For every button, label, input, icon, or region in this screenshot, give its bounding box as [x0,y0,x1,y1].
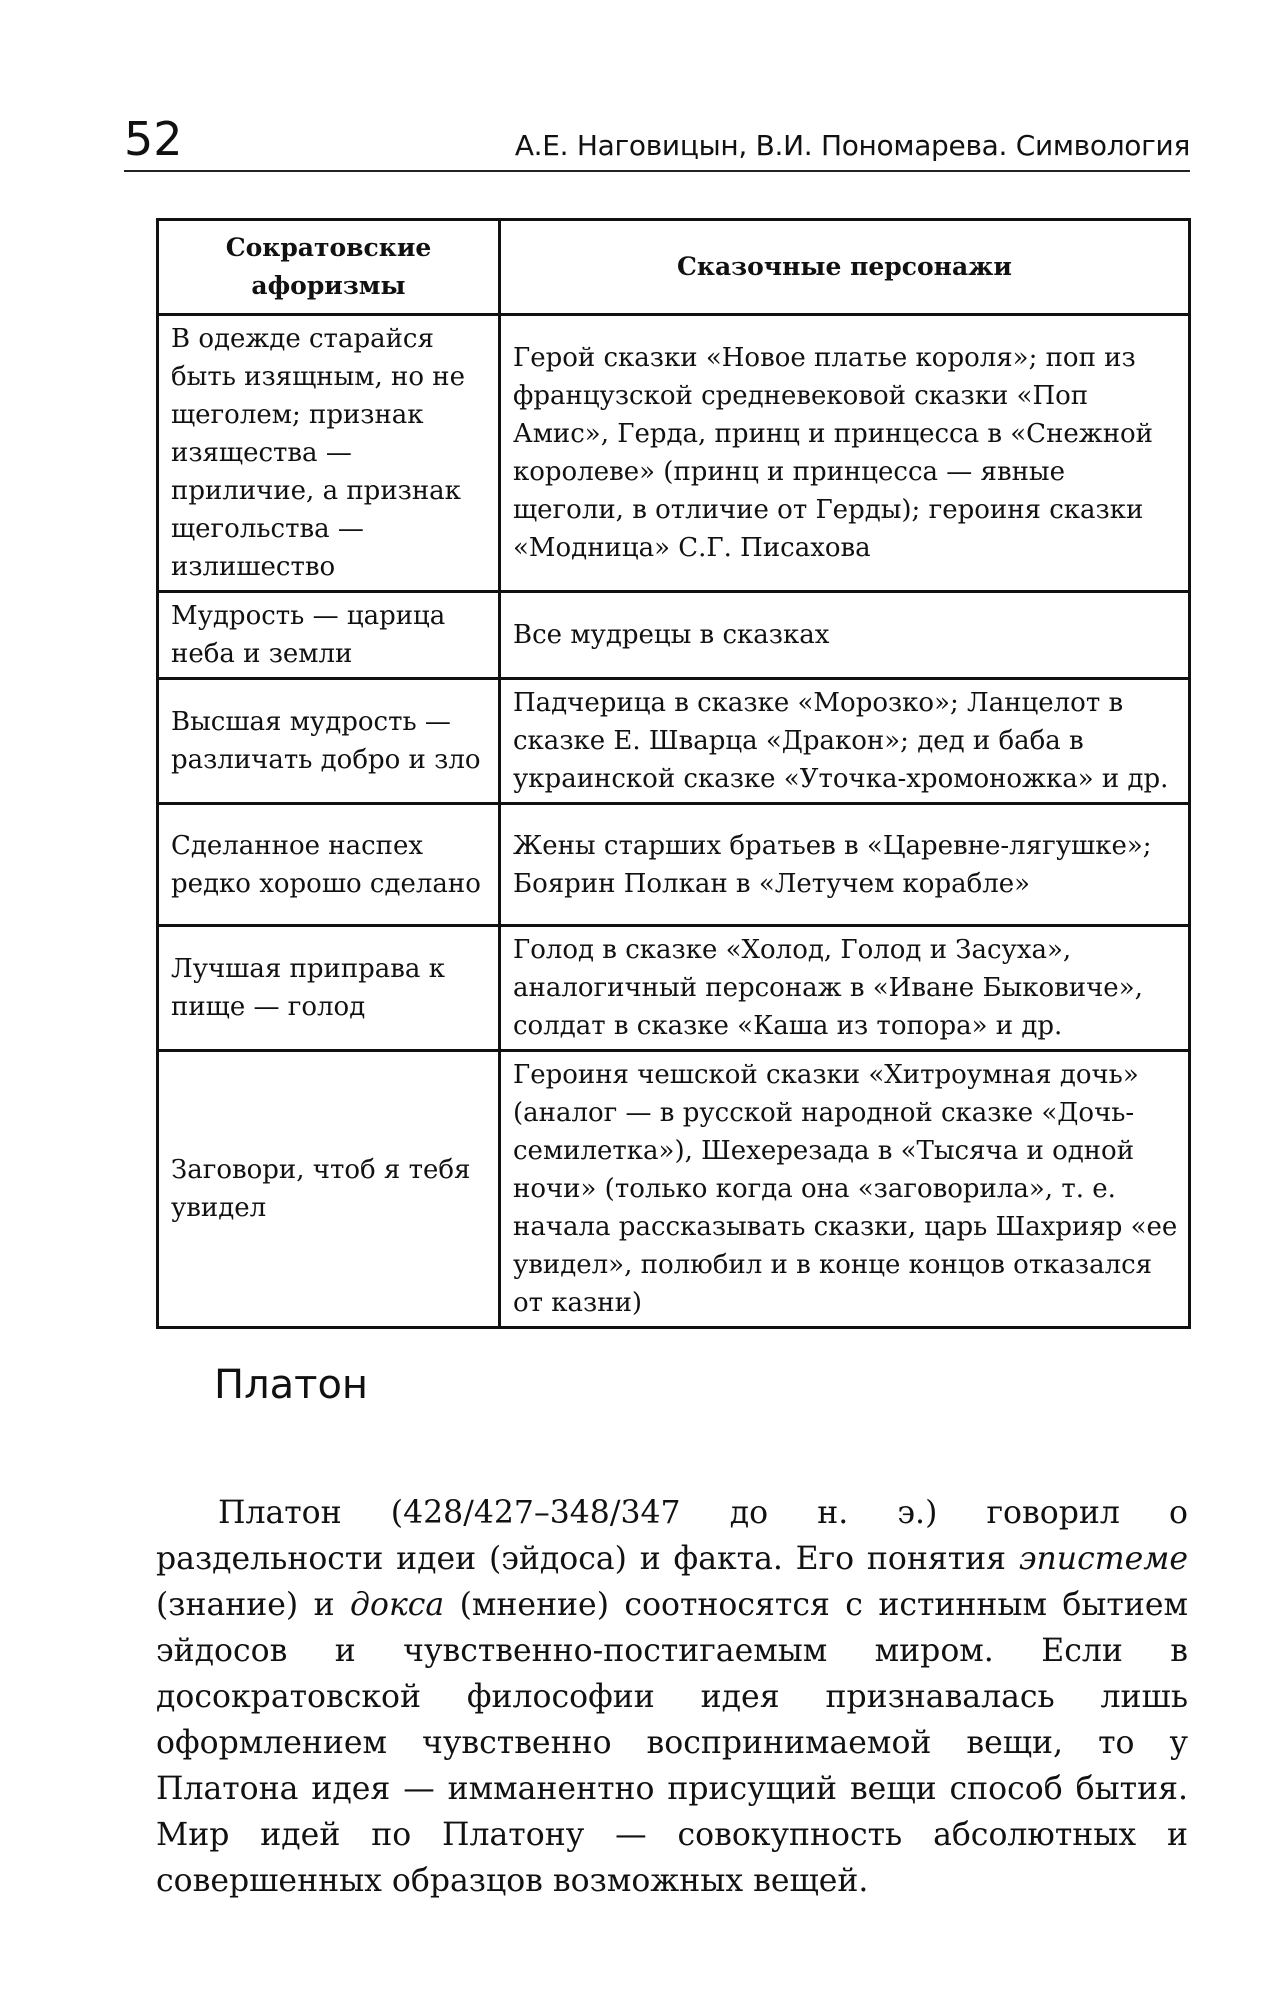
paragraph-text: (знание) и [156,1586,351,1623]
characters-cell: Герой сказки «Новое платье короля»; поп из французской средневековой сказки «Поп Амис», Герда, принц и принцесса в «Снежной королеве» (принц и принцесса — явные щеголи, в отличие от Герды); героиня сказки «Модница» С.Г. Писахова [500,315,1190,592]
aphorism-cell: В одежде старайся быть изящным, но не щеголем; признак изящества — приличие, а признак щегольства — излишество [158,315,500,592]
section-heading: Платон [214,1362,369,1408]
aphorism-cell: Сделанное наспех редко хорошо сделано [158,804,500,926]
table-row [158,592,1190,679]
running-title: А.Е. Наговицын, В.И. Пономарева. Симвология [514,129,1190,162]
page-number: 52 [124,112,183,166]
aphorism-cell: Высшая мудрость — различать добро и зло [158,679,500,804]
aphorism-cell: Заговори, чтоб я тебя увидел [158,1051,500,1328]
paragraph-text: (мнение) соотносятся с истинным бытием эйдосов и чувственно-постигаемым миром. Если в досократовской философии идея признавалась лишь оформлением чувственно воспринимаемой вещи, то у Платона идея — имманентно присущий вещи способ бытия. Мир идей по Платону — совокупность абсолютных и совершенных образцов возможных вещей. [156,1586,1188,1899]
paragraph-text: Платон (428/427–348/347 до н. э.) говорил о раздельности идеи (эйдоса) и факта. Его понятия [156,1494,1188,1577]
term-doxa: докса [350,1586,445,1623]
table-row [158,679,1190,804]
characters-cell: Падчерица в сказке «Морозко»; Ланцелот в сказке Е. Шварца «Дракон»; дед и баба в украинской сказке «Уточка-хромоножка» и др. [500,679,1190,804]
body-paragraph [156,1490,1188,1904]
page-header [124,108,1190,172]
column-header-aphorisms: Сократовские афоризмы [158,220,500,315]
aphorism-cell: Мудрость — царица неба и земли [158,592,500,679]
table-row [158,926,1190,1051]
column-header-characters: Сказочные персонажи [500,220,1190,315]
aphorism-cell: Лучшая приправа к пище — голод [158,926,500,1051]
characters-cell: Голод в сказке «Холод, Голод и Засуха», аналогичный персонаж в «Иване Быковиче», солдат в сказке «Каша из топора» и др. [500,926,1190,1051]
table-row [158,1051,1190,1328]
table-row [158,804,1190,926]
aphorisms-table [156,218,1191,1329]
term-episteme: эпистеме [1018,1540,1188,1577]
characters-cell: Жены старших братьев в «Царевне-лягушке»; Боярин Полкан в «Летучем корабле» [500,804,1190,926]
table-header-row [158,220,1190,315]
table-row [158,315,1190,592]
characters-cell: Все мудрецы в сказках [500,592,1190,679]
characters-cell: Героиня чешской сказки «Хитроумная дочь» (аналог — в русской народной сказке «Дочь-семилетка»), Шехерезада в «Тысяча и одной ночи» (только когда она «заговорила», т. е. начала рассказывать сказки, царь Шахрияр «ее увидел», полюбил и в конце концов отказался от казни) [500,1051,1190,1328]
